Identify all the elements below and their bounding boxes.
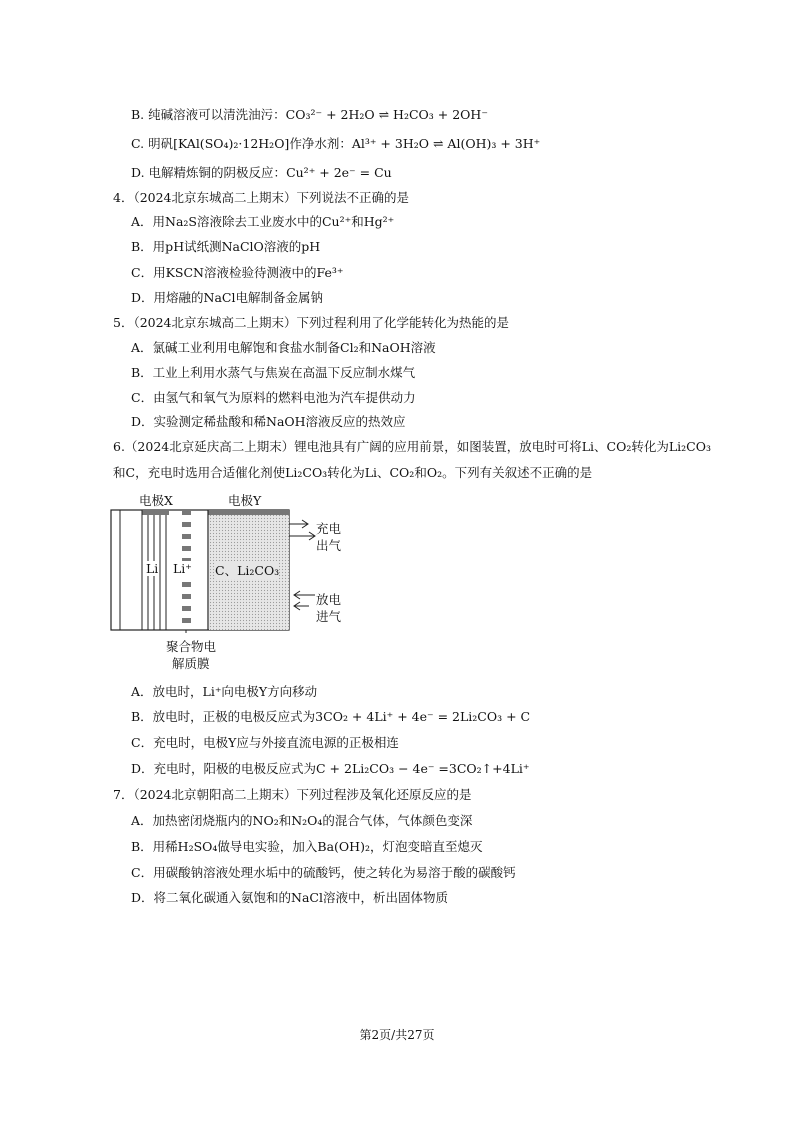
- membrane-label-2: 解质膜: [172, 656, 210, 671]
- discharge-in-label-1: 放电: [316, 592, 342, 607]
- q7-option-a: A．加热密闭烧瓶内的NO₂和N₂O₄的混合气体，气体颜色变深: [131, 813, 473, 828]
- charge-out-label-2: 出气: [316, 538, 342, 553]
- discharge-in-label-2: 进气: [316, 609, 342, 624]
- q7-option-b: B．用稀H₂SO₄做导电实验，加入Ba(OH)₂，灯泡变暗直至熄灭: [131, 839, 483, 854]
- electrode-x-label: 电极X: [139, 493, 173, 508]
- q5-option-b: B．工业上利用水蒸气与焦炭在高温下反应制水煤气: [131, 365, 416, 380]
- q6-stem-line2: 和C，充电时选用合适催化剂使Li₂CO₃转化为Li、CO₂和O₂。下列有关叙述不正确的是: [113, 465, 593, 480]
- q5-option-a: A．氯碱工业利用电解饱和食盐水制备Cl₂和NaOH溶液: [131, 340, 436, 355]
- q3-option-b: B. 纯碱溶液可以清洗油污：CO₃²⁻ + 2H₂O ⇌ H₂CO₃ + 2OH⁻: [131, 107, 488, 122]
- q4-option-b: B．用pH试纸测NaClO溶液的pH: [131, 239, 321, 254]
- q6-option-c: C．充电时，电极Y应与外接直流电源的正极相连: [131, 735, 399, 750]
- q6-option-d: D．充电时，阳极的电极反应式为C + 2Li₂CO₃ − 4e⁻ =3CO₂↑+4Li⁺: [131, 761, 530, 776]
- q5-option-d: D．实验测定稀盐酸和稀NaOH溶液反应的热效应: [131, 414, 406, 429]
- electrode-y-label: 电极Y: [228, 493, 262, 508]
- page-number: 第2页/共27页: [359, 1028, 435, 1042]
- q3-option-c: C. 明矾[KAl(SO₄)₂·12H₂O]作净水剂：Al³⁺ + 3H₂O ⇌ Al(OH)₃ + 3H⁺: [131, 136, 541, 151]
- li-label: Li: [146, 561, 159, 576]
- q4-option-d: D．用熔融的NaCl电解制备金属钠: [131, 290, 323, 305]
- q7-stem: 7．（2024北京朝阳高二上期末）下列过程涉及氧化还原反应的是: [113, 787, 472, 802]
- q6-option-b: B．放电时，正极的电极反应式为3CO₂ + 4Li⁺ + 4e⁻ = 2Li₂CO₃ + C: [131, 709, 531, 724]
- q5-stem: 5．（2024北京东城高二上期末）下列过程利用了化学能转化为热能的是: [113, 315, 510, 330]
- q7-option-c: C．用碳酸钠溶液处理水垢中的硫酸钙，使之转化为易溶于酸的碳酸钙: [131, 865, 516, 880]
- q5-option-c: C．由氢气和氧气为原料的燃料电池为汽车提供动力: [131, 390, 416, 405]
- q7-option-d: D．将二氧化碳通入氨饱和的NaCl溶液中，析出固体物质: [131, 890, 448, 905]
- q4-option-c: C．用KSCN溶液检验待测液中的Fe³⁺: [131, 265, 344, 280]
- q4-option-a: A．用Na₂S溶液除去工业废水中的Cu²⁺和Hg²⁺: [131, 214, 395, 229]
- q4-stem: 4．（2024北京东城高二上期末）下列说法不正确的是: [113, 190, 410, 205]
- q6-stem-line1: 6.（2024北京延庆高二上期末）锂电池具有广阔的应用前景，如图装置，放电时可将Li、CO₂转化为Li₂CO₃: [113, 439, 711, 454]
- membrane-label-1: 聚合物电: [166, 639, 217, 654]
- q3-option-d: D. 电解精炼铜的阴极反应：Cu²⁺ + 2e⁻ = Cu: [131, 165, 392, 180]
- charge-out-label-1: 充电: [316, 521, 342, 536]
- li-ion-label: Li⁺: [173, 561, 192, 576]
- q6-option-a: A．放电时，Li⁺向电极Y方向移动: [131, 684, 318, 699]
- cathode-label: C、Li₂CO₃: [215, 563, 280, 578]
